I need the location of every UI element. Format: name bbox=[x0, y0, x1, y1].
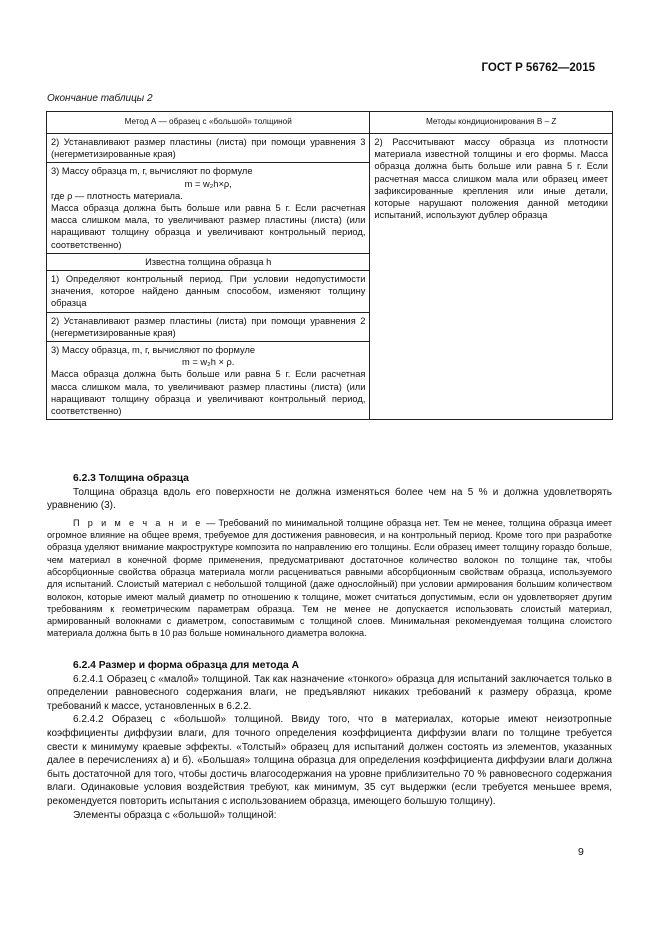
col2-header: Методы кондиционирования B – Z bbox=[370, 112, 613, 134]
mass-formula-intro: 3) Массу образца m, г, вычисляют по формуле bbox=[51, 166, 253, 177]
cell-known-thickness: Известна толщина образца h bbox=[47, 253, 370, 270]
cell-mass-formula bbox=[47, 163, 370, 253]
note-label: П р и м е ч а н и е bbox=[73, 517, 203, 528]
mass-formula: m = w₂h×ρ, bbox=[184, 178, 232, 189]
note bbox=[47, 517, 612, 640]
mass-formula-2: m = w₂h × ρ. bbox=[182, 357, 235, 368]
methods-table bbox=[46, 111, 613, 420]
paragraph: 6.2.4.2 Образец с «большой» толщиной. Ввиду того, что в материалах, которые имеют неизотропные коэффициенты диффузии влаги, для точного определения коэффициента диффузии влаги по толщине требуется свести к минимуму краевые эффекты. «Толстый» образец для испытаний должен состоять из элементов, указанных далее в перечислениях а) и б). «Большая» толщина образца для определения коэффициента диффузии влаги должна быть достаточной для того, чтобы достичь влагосодержания на уровне приблизительно 70 % равновесного содержания влаги. Одинаковые условия воздействия требуют, как минимум, 35 сут выдержки (если требуется меньшее время, рекомендуется повторить испытания с использованием образца, имеющего большую толщину). bbox=[47, 714, 612, 807]
table-header-row bbox=[47, 112, 613, 134]
table-caption: Окончание таблицы 2 bbox=[47, 93, 153, 104]
mass-formula-intro-2: 3) Массу образца, m, г, вычисляют по формуле bbox=[51, 345, 256, 356]
paragraph: 6.2.4.1 Образец с «малой» толщиной. Так как назначение «тонкого» образца для испытаний заключается только в определении равновесного содержания влаги, не предъявляют никаких требований к размеру образца, кроме требований к массе, установленных в 6.2.2. bbox=[47, 673, 612, 712]
col1-header: Метод А — образец с «большой» толщиной bbox=[47, 112, 370, 134]
section-heading: 6.2.3 Толщина образца bbox=[73, 473, 189, 484]
paragraph: Элементы образца с «большой» толщиной: bbox=[73, 809, 277, 821]
cell-set-plate-size: 2) Устанавливают размер пластины (листа) при помощи уравнения 3 (негерметизированные края) bbox=[47, 134, 370, 163]
section-heading: 6.2.4 Размер и форма образца для метода А bbox=[73, 660, 300, 671]
standard-header: ГОСТ Р 56762—2015 bbox=[481, 62, 595, 74]
density-definition: где ρ — плотность материала. bbox=[51, 190, 183, 201]
section-6-2-3 bbox=[47, 472, 612, 640]
note-text: — Требований по минимальной толщине образца нет. Тем не менее, толщина образца имеет огромное влияние на общее время, требуемое для достижения равновесия, и на контрольный период. Кроме того при разработке образца уделяют внимание макроструктуре композита по направлению его толщины. Если образец имеет толщину гораздо больше, чем материал в конечной форме применения, предусматривают достаточное количество волокон по толщине так, чтобы абсорбционные свойства образца материала могли расцениваться равными абсорбционным свойствам образца, используемого для испытаний. Слоистый материал с небольшой толщиной (даже однослойный) при условии армирования большим количеством волокон, которые имеют малый диаметр по отношению к толщине, может считаться допустимым, если он удовлетворяет другим требованиям к геометрическим параметрам образца. Тем не менее не допускается использовать слоистый материал, армированный волокнами с диаметром, сопоставимым с толщиной слоев. Минимальная рекомендуемая толщина слоистого материала должна быть в 10 раз больше номинального диаметра волокна. bbox=[47, 517, 612, 639]
paragraph: Толщина образца вдоль его поверхности не должна изменяться более чем на 5 % и должна удовлетворять уравнению (3). bbox=[47, 486, 612, 512]
page-number: 9 bbox=[578, 846, 584, 858]
mass-requirement-2: Масса образца должна быть больше или равна 5 г. Если расчетная масса слишком мала, то увеличивают размер пластины (листа) (или наращивают толщину образца и увеличивают контрольный период, соответственно) bbox=[51, 369, 366, 417]
cell-control-period: 1) Определяют контрольный период. При условии недопустимости значения, которое найдено данным способом, изменяют толщину образца bbox=[47, 271, 370, 313]
cell-methods-b-z: 2) Рассчитывают массу образца из плотности материала известной толщины и его формы. Масса образца должна быть больше или равна 5 г. Если расчетная масса слишком мала или образец имеет зафиксированные крепления или иные детали, которые нарушают положения данной методики испытаний, используют дублер образца bbox=[370, 134, 613, 420]
cell-set-plate-size-2: 2) Устанавливают размер пластины (листа) при помощи уравнения 2 (негерметизированные края) bbox=[47, 312, 370, 341]
section-6-2-4 bbox=[47, 659, 612, 822]
table-row bbox=[47, 134, 613, 163]
mass-requirement: Масса образца должна быть больше или равна 5 г. Если расчетная масса слишком мала, то увеличивают размер пластины (листа) (или наращивают толщину образца и увеличивают контрольный период, соответственно) bbox=[51, 203, 366, 250]
cell-mass-formula-2 bbox=[47, 342, 370, 420]
